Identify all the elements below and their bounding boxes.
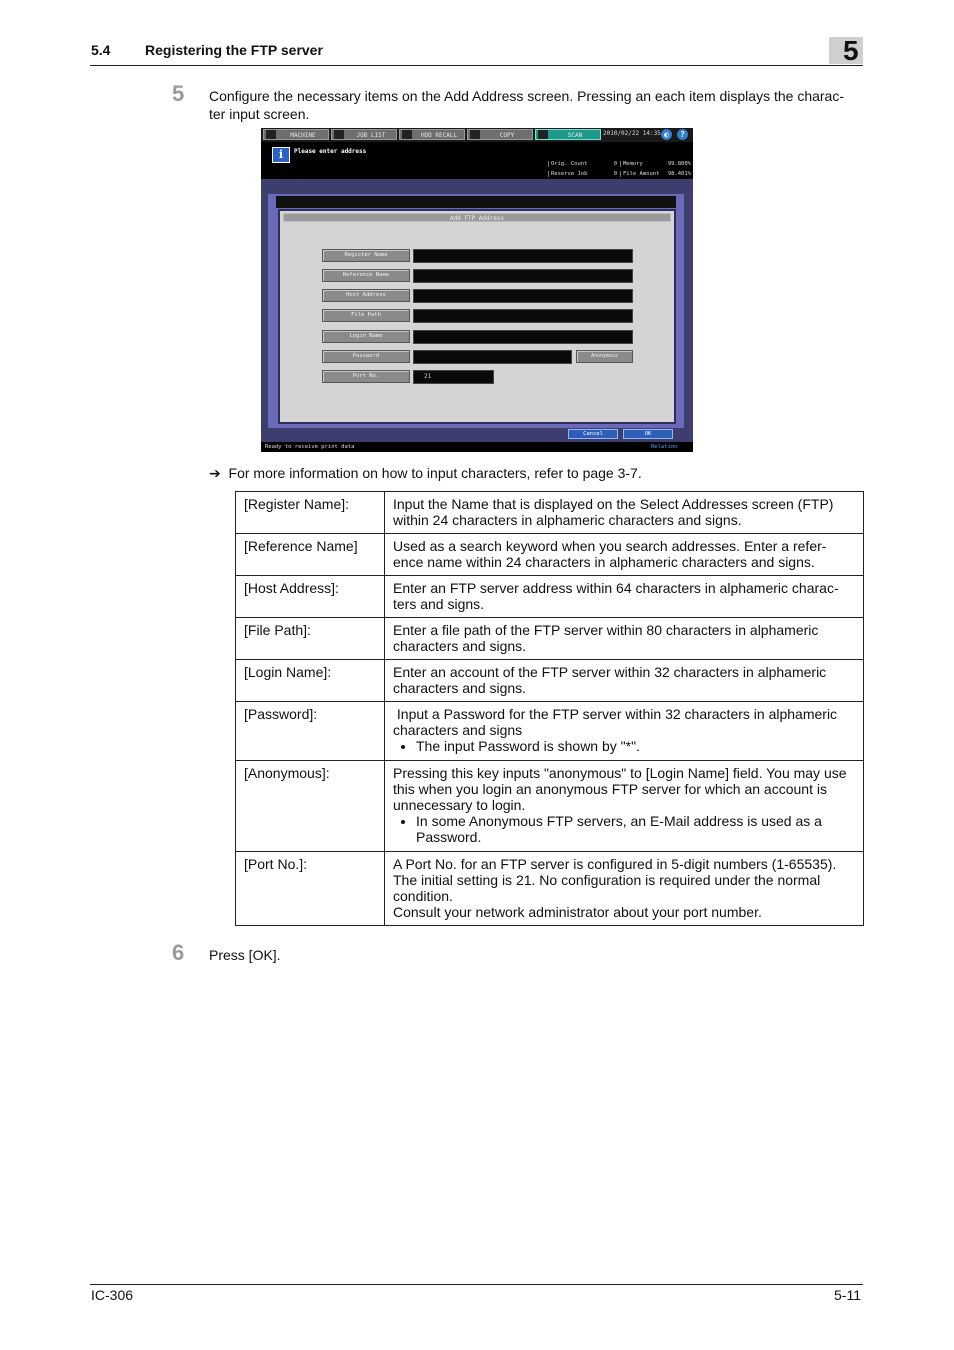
ok-button[interactable]: OK [623, 429, 673, 439]
tab-label: HDD RECALL [420, 132, 458, 139]
register-name-button[interactable]: Register Name [322, 249, 410, 262]
table-key: [Anonymous]: [236, 761, 385, 852]
field-description-table [235, 491, 864, 926]
table-desc [385, 492, 864, 534]
bullet-list [393, 813, 855, 845]
file-path-button[interactable]: File Path [322, 309, 410, 322]
status-value: 99.800% [667, 161, 691, 167]
desc-text: Enter an account of the FTP server within 32 characters in alphameric characters and signs. [393, 664, 827, 696]
desc-text: A Port No. for an FTP server is configured in 5-digit numbers (1-65535). The initial setting is 21. No configuration is required under the normal condition. [393, 856, 837, 904]
status-label: File Amount [623, 171, 660, 177]
globe-icon[interactable]: ◐ [661, 129, 672, 140]
reserve-job-status [548, 171, 617, 177]
table-desc [385, 702, 864, 761]
step-text-line: Configure the necessary items on the Add Address screen. Pressing an each item displays the charac- [209, 88, 845, 104]
login-name-field[interactable] [413, 330, 633, 344]
desc-text: Consult your network administrator about your port number. [393, 904, 762, 920]
step-text-line: ter input screen. [209, 106, 310, 122]
arrow-icon: ➔ [209, 465, 221, 481]
machine-icon [266, 130, 276, 139]
status-label: Reserve Job [551, 171, 588, 177]
bullet-list [393, 738, 855, 754]
anonymous-button[interactable]: Anonymous [576, 350, 633, 363]
table-key: [Password]: [236, 702, 385, 761]
password-button[interactable]: Password [322, 350, 410, 363]
step-number: 6 [172, 940, 185, 965]
status-value: 0 [613, 171, 617, 177]
bullet-item: • The input Password is shown by "*". [416, 738, 855, 754]
status-label: Memory [623, 161, 643, 167]
hdd-icon [402, 130, 412, 139]
table-desc [385, 576, 864, 618]
table-row [236, 660, 864, 702]
tab-job-list[interactable] [331, 129, 397, 140]
section-number: 5.4 [91, 42, 111, 58]
table-row [236, 702, 864, 761]
table-desc [385, 660, 864, 702]
desc-text: Pressing this key inputs "anonymous" to [Login Name] field. You may use this when you login an anonymous FTP server for which an account is unnecessary to login. [393, 765, 847, 813]
panel-title: Add FTP Address [283, 213, 671, 222]
table-key: [Host Address]: [236, 576, 385, 618]
desc-text: Input the Name that is displayed on the Select Addresses screen (FTP) within 24 characters in alphameric characters and signs. [393, 496, 834, 528]
datetime: 2010/02/22 14:35 [603, 130, 661, 137]
table-row [236, 492, 864, 534]
table-row [236, 534, 864, 576]
page-number: 5-11 [834, 1287, 861, 1303]
status-label: Orig. Count [551, 161, 588, 167]
relation-link[interactable]: Relation [651, 444, 678, 450]
desc-text: Input a Password for the FTP server within 32 characters in alphameric characters and signs [393, 706, 841, 738]
table-desc [385, 534, 864, 576]
file-path-field[interactable] [413, 309, 633, 323]
table-key: [Register Name]: [236, 492, 385, 534]
table-key: [Reference Name] [236, 534, 385, 576]
table-row [236, 852, 864, 926]
add-ftp-address-screen [261, 128, 693, 452]
copy-icon [470, 130, 480, 139]
password-field[interactable] [413, 350, 572, 364]
status-message: Ready to receive print data [265, 444, 355, 450]
step-text: Press [OK]. [209, 947, 281, 963]
port-no-field[interactable]: 21 [413, 370, 494, 384]
cancel-button[interactable]: Cancel [568, 429, 618, 439]
tab-machine[interactable] [263, 129, 329, 140]
register-name-field[interactable] [413, 249, 633, 263]
table-row [236, 761, 864, 852]
reference-name-button[interactable]: Reference Name [322, 269, 410, 282]
desc-text: Enter an FTP server address within 64 characters in alphameric charac-ters and signs. [393, 580, 839, 612]
desc-text: Used as a search keyword when you search addresses. Enter a refer-ence name within 24 characters in alphameric characters and signs. [393, 538, 827, 570]
tab-label: COPY [499, 132, 515, 139]
tab-label: JOB LIST [356, 132, 386, 139]
table-row [236, 618, 864, 660]
info-icon: i [272, 147, 290, 163]
login-name-button[interactable]: Login Name [322, 330, 410, 343]
tab-label: MACHINE [290, 132, 316, 139]
scan-icon [538, 130, 548, 139]
status-value: 98.401% [667, 171, 691, 177]
step-number: 5 [172, 81, 185, 106]
host-address-button[interactable]: Host Address [322, 289, 410, 302]
table-desc [385, 852, 864, 926]
file-amount-status [620, 171, 691, 177]
port-no-button[interactable]: Port No. [322, 370, 410, 383]
tab-scan[interactable] [535, 129, 601, 140]
dialog-header [276, 196, 676, 208]
table-row [236, 576, 864, 618]
table-desc [385, 761, 864, 852]
table-desc [385, 618, 864, 660]
reference-name-field[interactable] [413, 269, 633, 283]
status-value: 0 [613, 161, 617, 167]
note-text: For more information on how to input characters, refer to page 3-7. [228, 465, 642, 481]
tab-copy[interactable] [467, 129, 533, 140]
host-address-field[interactable] [413, 289, 633, 303]
table-key: [Login Name]: [236, 660, 385, 702]
step-text [209, 87, 869, 123]
screen-message: Please enter address [294, 148, 367, 155]
tab-hdd-recall[interactable] [399, 129, 465, 140]
bullet-item: • In some Anonymous FTP servers, an E-Mail address is used as a Password. [416, 813, 855, 845]
product-name: IC-306 [91, 1287, 134, 1303]
table-key: [Port No.]: [236, 852, 385, 926]
footer-rule [90, 1284, 863, 1285]
list-icon [334, 130, 344, 139]
table-key: [File Path]: [236, 618, 385, 660]
help-icon[interactable]: ? [677, 129, 688, 140]
memory-status [620, 161, 691, 167]
desc-text: Enter a file path of the FTP server within 80 characters in alphameric characters and signs. [393, 622, 819, 654]
header-rule [90, 65, 863, 66]
section-title: Registering the FTP server [145, 42, 323, 58]
chapter-number: 5 [843, 35, 859, 66]
tab-label: SCAN [567, 132, 583, 139]
reference-note [209, 464, 642, 482]
orig-count-status [548, 161, 617, 167]
